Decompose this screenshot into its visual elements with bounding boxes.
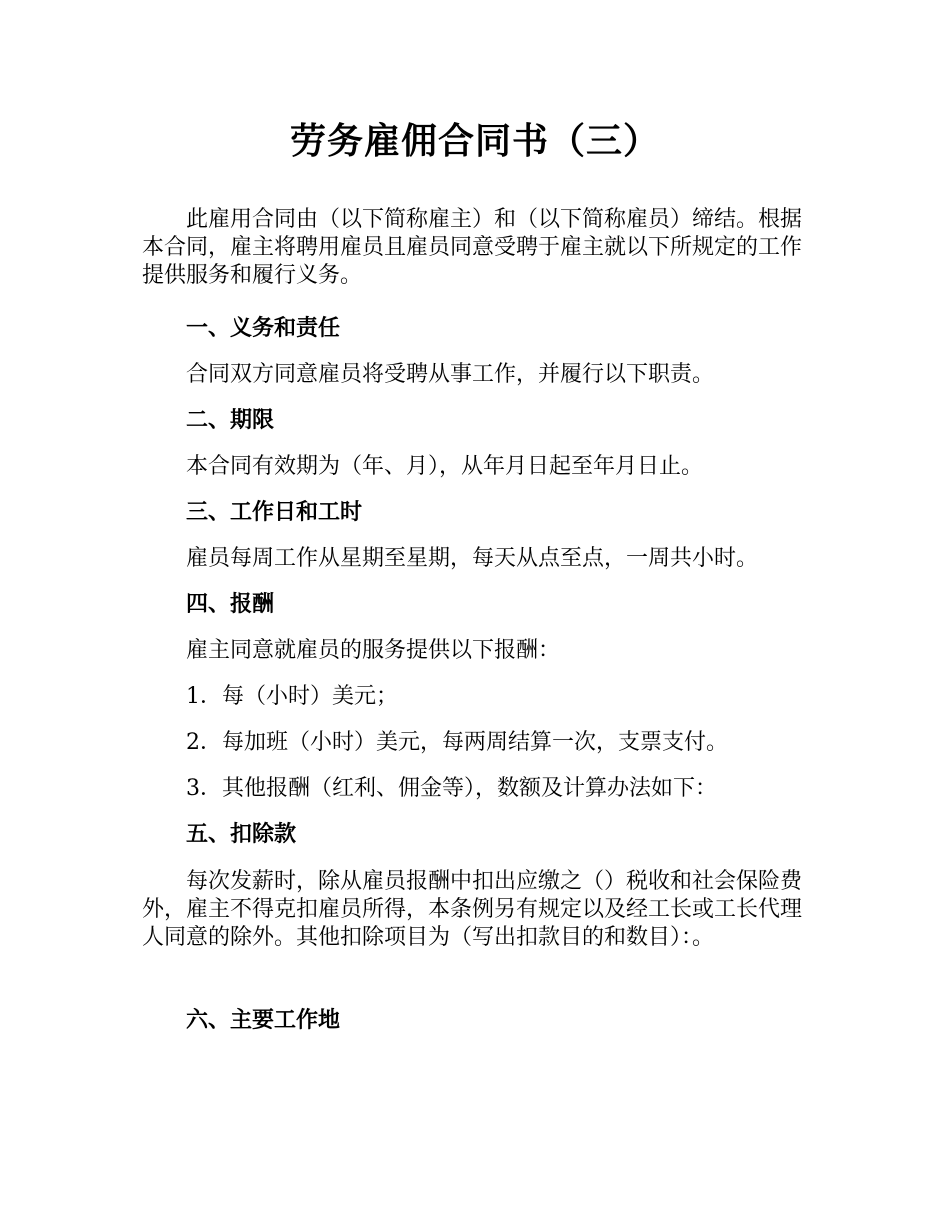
section-heading-term: 二、期限 bbox=[186, 408, 275, 433]
intro-paragraph: 此雇用合同由（以下简称雇主）和（以下简称雇员）缔结。根据本合同，雇主将聘用雇员且雇员同意受聘于雇主就以下所规定的工作提供服务和履行义务。 bbox=[142, 207, 803, 288]
section-heading-workdays: 三、工作日和工时 bbox=[186, 500, 363, 525]
section-heading-pay: 四、报酬 bbox=[186, 592, 275, 617]
section-heading-workplace: 六、主要工作地 bbox=[186, 1008, 341, 1033]
section-text-duties: 合同双方同意雇员将受聘从事工作，并履行以下职责。 bbox=[186, 362, 715, 387]
section-heading-duties: 一、义务和责任 bbox=[186, 316, 341, 341]
pay-item-overtime: 2．每加班（小时）美元，每两周结算一次，支票支付。 bbox=[186, 730, 728, 755]
section-text-workdays: 雇员每周工作从星期至星期，每天从点至点，一周共小时。 bbox=[186, 546, 759, 571]
section-text-pay-intro: 雇主同意就雇员的服务提供以下报酬： bbox=[186, 638, 561, 663]
section-text-deductions: 每次发薪时，除从雇员报酬中扣出应缴之（）税收和社会保险费外，雇主不得克扣雇员所得，本条例另有规定以及经工长或工长代理人同意的除外。其他扣除项目为（写出扣款目的和数目）：。 bbox=[142, 869, 803, 950]
pay-item-hourly: 1．每（小时）美元； bbox=[186, 684, 398, 709]
section-text-term: 本合同有效期为（年、月），从年月日起至年月日止。 bbox=[186, 454, 704, 479]
document-title: 劳务雇佣合同书（三） bbox=[289, 121, 660, 162]
section-heading-deductions: 五、扣除款 bbox=[186, 822, 297, 847]
pay-item-other: 3．其他报酬（红利、佣金等），数额及计算办法如下： bbox=[186, 776, 717, 801]
